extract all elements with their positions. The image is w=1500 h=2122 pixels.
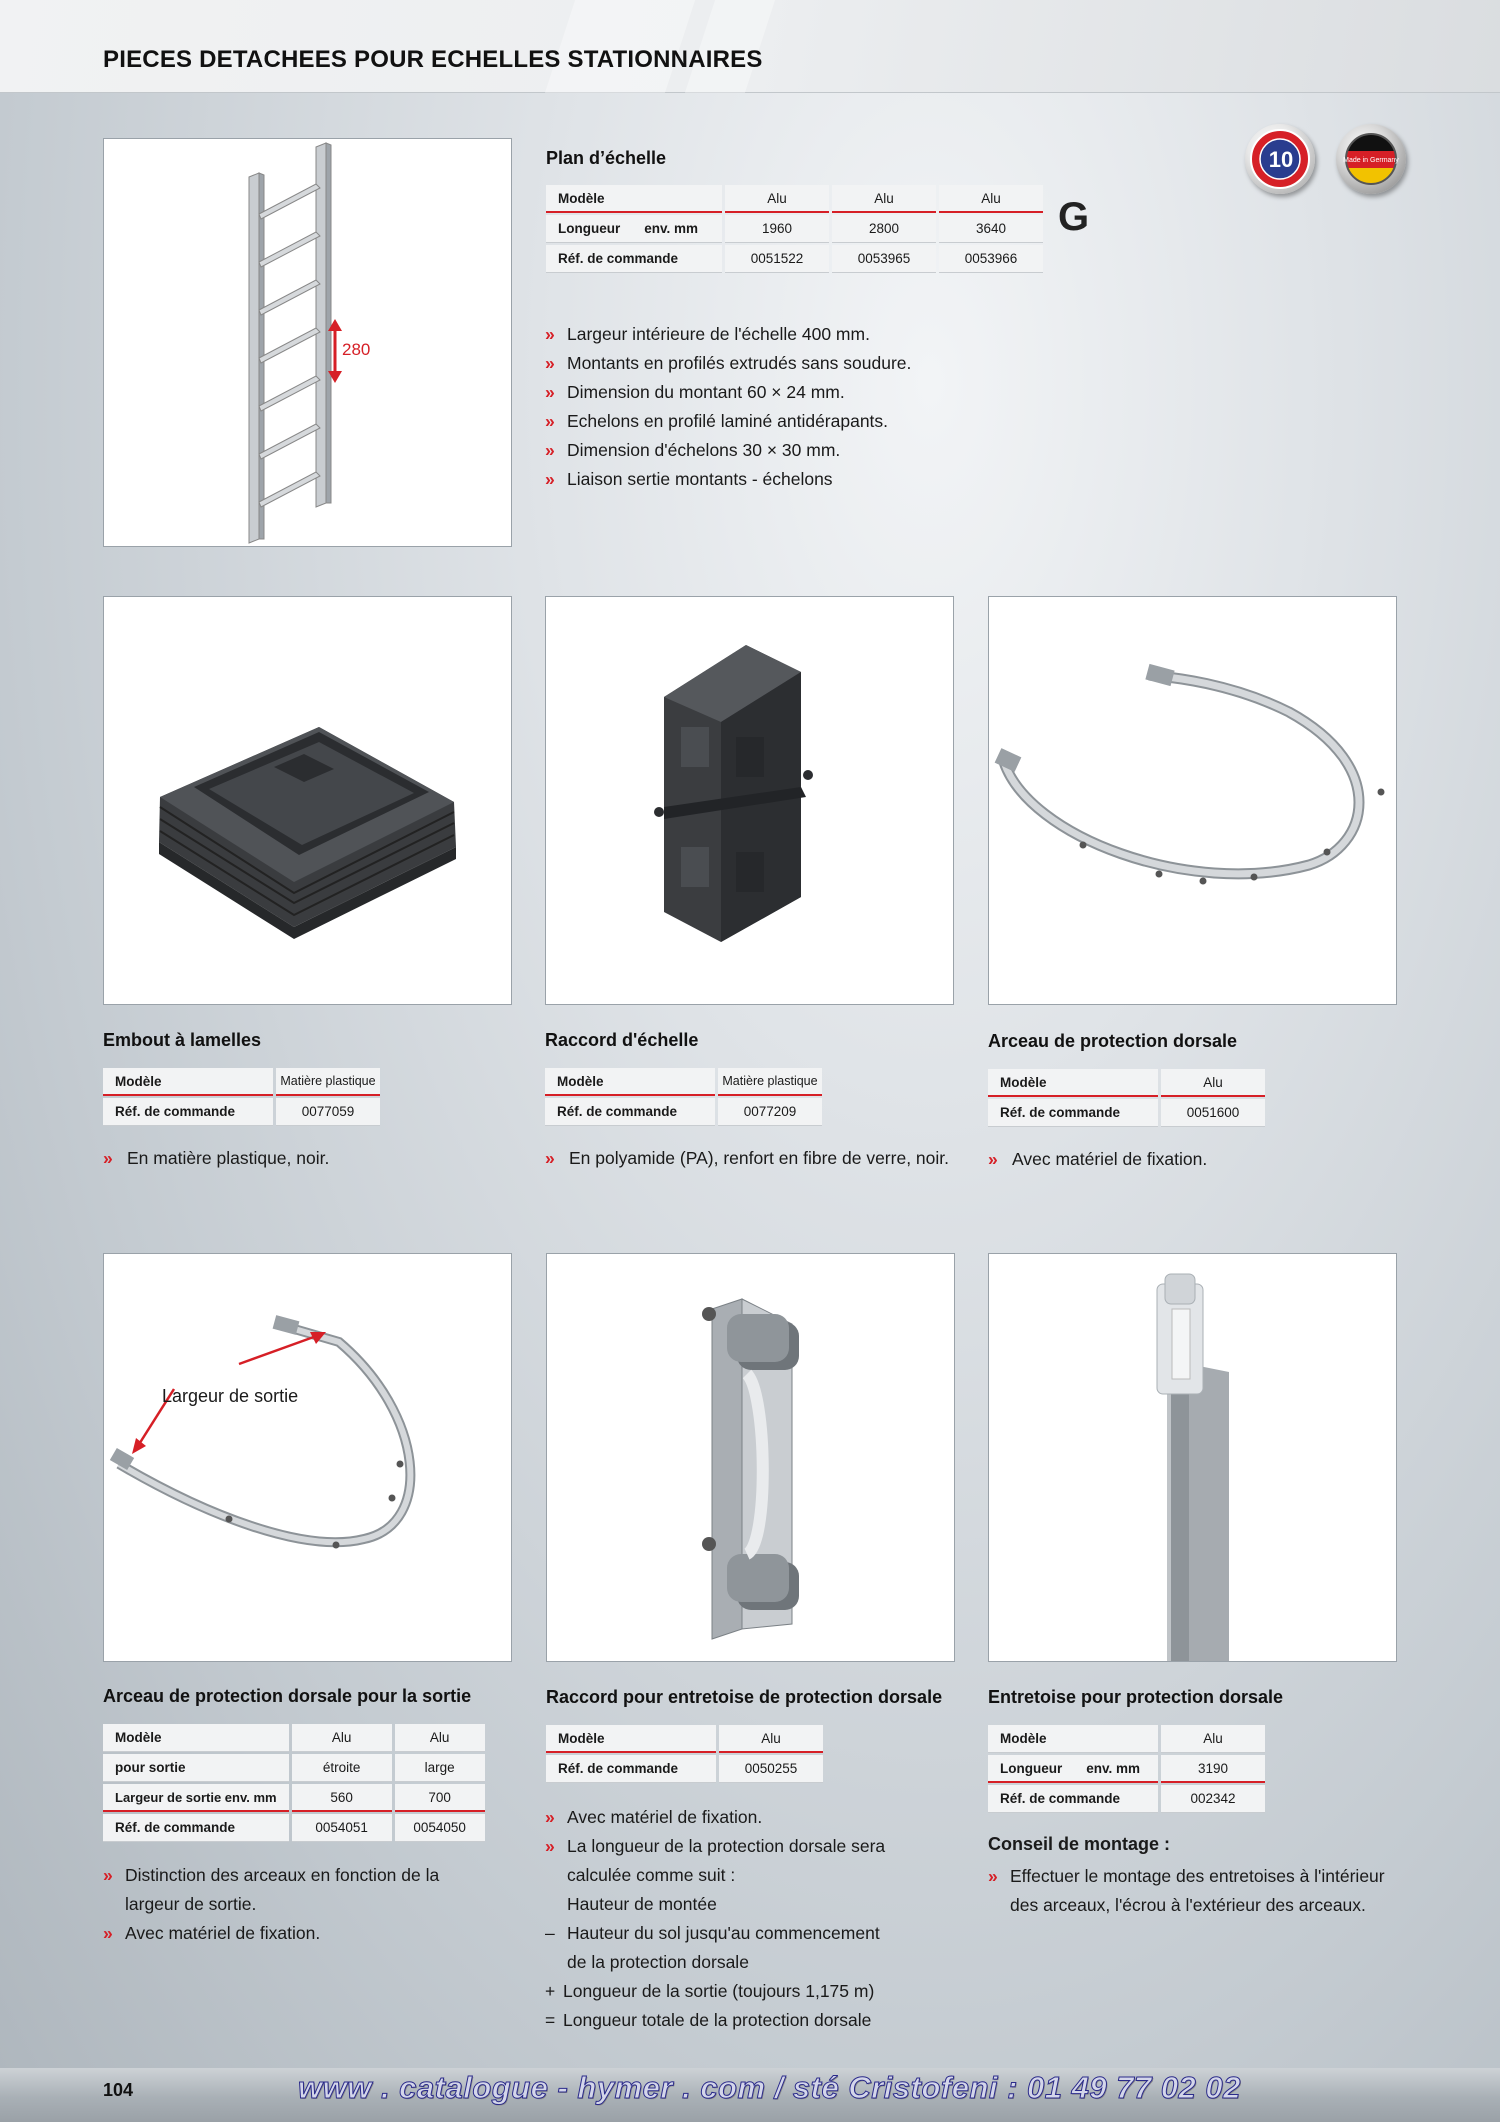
table-row [546,1755,823,1783]
table-cell: 700 [395,1784,485,1812]
table-row [988,1099,1265,1127]
table-cell: 0051600 [1161,1099,1265,1127]
table-cell: Modèle [103,1724,289,1752]
end-cap-illustration [104,597,512,1005]
plan-title: Plan d’échelle [546,148,667,168]
table-cell [546,215,722,243]
table-row [103,1784,485,1812]
formula-line: + Longueur de la sortie (toujours 1,175 m) [545,1981,875,2001]
entretoise-spec-table [985,1723,1268,1815]
list-item: » Avec matériel de fixation. [545,1807,763,1827]
germany-flag-icon [1336,124,1406,194]
embout-spec-table [100,1066,383,1128]
raccord-entretoise-title: Raccord pour entretoise de protection dorsale [546,1687,943,1707]
table-cell: Réf. de commande [988,1099,1158,1127]
formula-line: Hauteur de montée [567,1894,717,1914]
warranty-icon [1245,124,1315,194]
formula-line: – Hauteur du sol jusqu'au commencement de la protection dorsale [545,1923,880,1972]
table-cell: 0053966 [939,245,1043,273]
table-row [988,1725,1265,1753]
made-in-germany-badge [1336,124,1406,194]
table-cell: 002342 [1161,1785,1265,1813]
table-cell: Réf. de commande [103,1814,289,1842]
table-cell: Alu [292,1724,392,1752]
row-label: Longueur [558,221,621,236]
table-cell: Réf. de commande [546,1755,716,1783]
ladder-illustration [104,139,512,547]
entretoise-image [988,1253,1397,1662]
table-row [103,1724,485,1752]
table-cell: Alu [725,185,829,213]
list-item: » Avec matériel de fixation. [103,1923,321,1943]
table-cell: 0077059 [276,1098,380,1126]
raccord-entretoise-spec-table [543,1723,826,1785]
table-cell: Réf. de commande [546,245,722,273]
table-cell: Modèle [545,1068,715,1096]
list-item: » Avec matériel de fixation. [988,1149,1208,1169]
list-item: » Distinction des arceaux en fonction de la largeur de sortie. [103,1865,440,1914]
table-cell: Modèle [546,1725,716,1753]
table-row [545,1068,822,1096]
raccord-title: Raccord d'échelle [545,1030,699,1050]
table-cell: Alu [939,185,1043,213]
embout-image [103,596,512,1005]
list-item: » La longueur de la protection dorsale sera calculée comme suit : [545,1836,886,1885]
spacer-bar-illustration [989,1254,1397,1662]
arceau-image [988,596,1397,1005]
list-item: » Effectuer le montage des entretoises à l'intérieur des arceaux, l'écrou à l'extérieur des arceaux. [988,1866,1385,1915]
table-row [103,1098,380,1126]
dimension-label: 280 [342,340,371,359]
table-cell: Alu [1161,1069,1265,1097]
svg-text:Made in Germany: Made in Germany [1343,157,1399,164]
table-row [546,185,1043,213]
list-item: » Dimension du montant 60 × 24 mm. [545,382,845,402]
list-item: » En polyamide (PA), renfort en fibre de verre, noir. [545,1148,949,1168]
assembly-tip-title: Conseil de montage : [988,1834,1171,1854]
table-row [546,245,1043,273]
raccord-spec-table [542,1066,825,1128]
table-row [546,1725,823,1753]
table-cell: 3190 [1161,1755,1265,1783]
table-cell: Largeur de sortie env. mm [103,1784,289,1812]
row-label: Longueur [1000,1760,1063,1776]
raccord-entretoise-image [546,1253,955,1662]
table-cell: 0053965 [832,245,936,273]
list-item: » Dimension d'échelons 30 × 30 mm. [545,440,841,460]
table-cell: Modèle [546,185,722,213]
table-cell: Réf. de commande [103,1098,273,1126]
length-formula [545,1890,885,2035]
table-cell: 0077209 [718,1098,822,1126]
plan-spec-table [543,183,1046,275]
table-cell: Modèle [988,1069,1158,1097]
table-cell: Réf. de commande [545,1098,715,1126]
page-number: 104 [103,2080,134,2100]
table-cell: Réf. de commande [988,1785,1158,1813]
arceau-sortie-spec-table [100,1722,488,1844]
table-cell: Alu [1161,1725,1265,1753]
table-cell: Modèle [103,1068,273,1096]
table-cell: 0051522 [725,245,829,273]
table-row [103,1068,380,1096]
table-cell: Modèle [988,1725,1158,1753]
entretoise-tips-list [988,1862,1408,1920]
embout-features-list [103,1144,503,1173]
table-cell: 560 [292,1784,392,1812]
table-cell: Alu [832,185,936,213]
table-cell: 2800 [832,215,936,243]
spacer-connector-illustration [547,1254,955,1662]
table-cell [988,1755,1158,1783]
table-row [545,1098,822,1126]
exit-hoop-illustration [104,1254,512,1662]
back-guard-hoop-illustration [989,597,1397,1005]
warranty-badge [1245,124,1315,194]
table-cell: Matière plastique [718,1068,822,1096]
table-row [988,1069,1265,1097]
table-row [988,1785,1265,1813]
row-sublabel: env. mm [1086,1760,1141,1776]
ladder-connector-illustration [546,597,954,1005]
raccord-image [545,596,954,1005]
list-item: » En matière plastique, noir. [103,1148,330,1168]
table-row [103,1814,485,1842]
table-row [988,1755,1265,1783]
raccord-features-list [545,1144,965,1173]
list-item: » Echelons en profilé laminé antidérapants. [545,411,889,431]
ladder-image [103,138,512,547]
table-cell: étroite [292,1754,392,1782]
table-cell: large [395,1754,485,1782]
arceau-sortie-image [103,1253,512,1662]
formula-line: = Longueur totale de la protection dorsale [545,2010,872,2030]
table-cell: pour sortie [103,1754,289,1782]
arceau-sortie-title: Arceau de protection dorsale pour la sortie [103,1686,472,1706]
arceau-spec-table [985,1067,1268,1129]
exit-width-label: Largeur de sortie [162,1386,299,1406]
arceau-sortie-features-list [103,1861,483,1948]
arceau-features-list [988,1145,1388,1174]
embout-title: Embout à lamelles [103,1030,262,1050]
table-cell: Alu [395,1724,485,1752]
footer-url[interactable]: www . catalogue - hymer . com / sté Cristofeni : 01 49 77 02 02 [298,2070,1241,2105]
row-sublabel: env. mm [644,221,699,236]
table-cell: 0054051 [292,1814,392,1842]
list-item: » Montants en profilés extrudés sans soudure. [545,353,912,373]
table-row [546,215,1043,243]
table-cell: Matière plastique [276,1068,380,1096]
section-letter: G [1058,195,1090,239]
list-item: » Largeur intérieure de l'échelle 400 mm. [545,324,870,344]
table-cell: 3640 [939,215,1043,243]
table-row [103,1754,485,1782]
entretoise-title: Entretoise pour protection dorsale [988,1687,1284,1707]
raccord-entretoise-features-list [545,1803,925,1890]
table-cell: 0054050 [395,1814,485,1842]
table-cell: Alu [719,1725,823,1753]
table-cell: 0050255 [719,1755,823,1783]
arceau-title: Arceau de protection dorsale [988,1031,1238,1051]
page-title: PIECES DETACHEES POUR ECHELLES STATIONNAIRES [103,46,763,73]
list-item: » Liaison sertie montants - échelons [545,469,833,489]
table-cell: 1960 [725,215,829,243]
plan-features-list [545,320,1045,494]
svg-text:10: 10 [1268,147,1294,172]
width-arrow [239,1334,322,1364]
